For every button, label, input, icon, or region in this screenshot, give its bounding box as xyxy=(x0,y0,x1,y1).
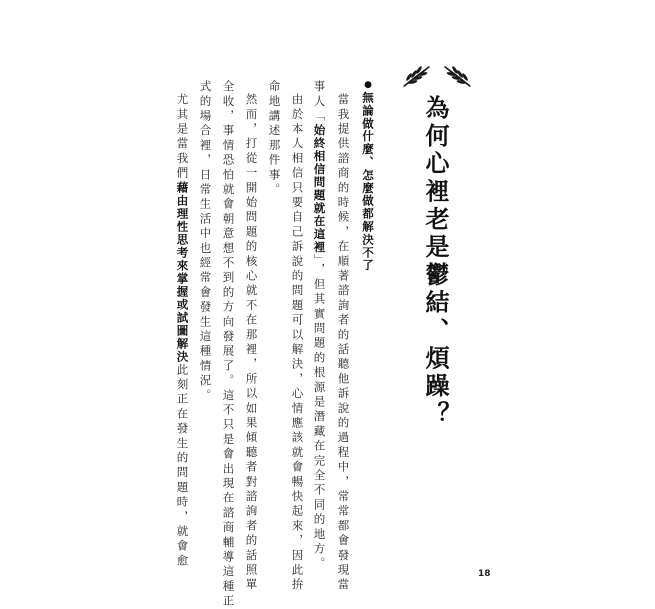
text-segment: 式的場合裡，日常生活中也經常會發生這種情況。 xyxy=(198,80,213,404)
section-heading-text: 無論做什麼、怎麼做都解決不了 xyxy=(361,91,375,273)
text-line xyxy=(313,80,325,572)
text-segment: 」，但其實問題的根源是潛藏在完全不同的地方。 xyxy=(312,254,327,572)
text-segment: 當我提供諮商的時候，在順著諮詢者的話聽他訴說的過程中，常常都會發現當 xyxy=(336,93,351,593)
laurel-ornament-icon xyxy=(399,60,475,90)
bullet-icon: ● xyxy=(363,80,373,92)
text-segment: 尤其是當我們 xyxy=(175,93,190,182)
text-line xyxy=(291,93,303,593)
text-line xyxy=(176,93,188,569)
emphasis-text: 始終相信問題就在這裡 xyxy=(312,124,327,255)
text-line xyxy=(337,93,349,593)
text-line xyxy=(268,80,280,198)
text-line xyxy=(245,93,257,593)
text-segment: 然而，打從一開始問題的核心就不在那裡，所以如果傾聽者對諮詢者的話照單 xyxy=(244,93,259,593)
text-line xyxy=(199,80,211,403)
page-title: 為何心裡老是鬱結、煩躁？ xyxy=(421,95,449,429)
text-line xyxy=(222,80,234,609)
section-heading xyxy=(360,80,376,272)
text-segment: 命地講述那件事。 xyxy=(267,80,282,198)
text-segment: 此刻正在發生的問題時，就會愈 xyxy=(175,363,190,570)
page-number: 18 xyxy=(478,569,491,579)
text-segment: 由於本人相信只要自己訴說的問題可以解決，心情應該就會暢快起來，因此拚 xyxy=(290,93,305,593)
text-segment: 全收，事情恐怕就會朝意想不到的方向發展了。這不只是會出現在諮商輔導這種正 xyxy=(221,80,236,609)
text-segment: 事人「 xyxy=(312,80,327,125)
emphasis-text: 藉由理性思考來掌握或試圖解決 xyxy=(175,181,190,364)
